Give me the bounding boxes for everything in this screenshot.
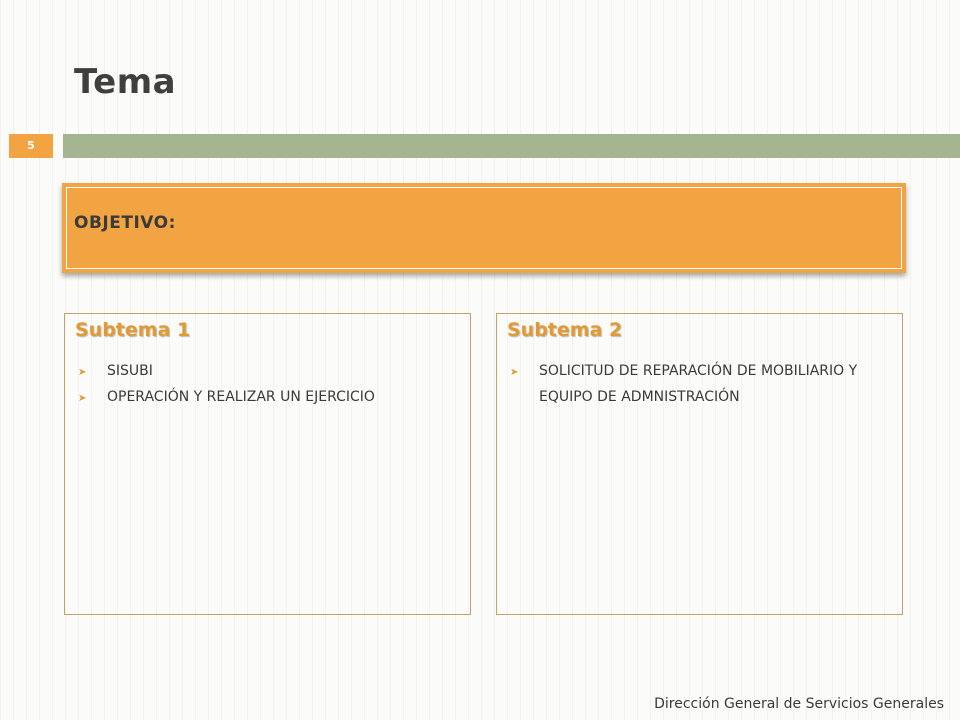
page-number: 5 xyxy=(9,134,53,158)
arrow-bullet-icon: ➤ xyxy=(78,393,87,404)
objective-banner-border xyxy=(66,187,902,269)
arrow-bullet-icon: ➤ xyxy=(510,367,519,378)
subtema-2-panel xyxy=(496,313,903,615)
list-item xyxy=(507,358,890,410)
objective-banner xyxy=(62,183,906,273)
green-divider-bar xyxy=(63,134,960,158)
footer-text: Dirección General de Servicios Generales xyxy=(654,696,944,712)
subtema-1-panel xyxy=(64,313,471,615)
list-item-text: SOLICITUD DE REPARACIÓN DE MOBILIARIO Y EQUIPO DE ADMNISTRACIÓN xyxy=(539,363,858,405)
subtema-1-list xyxy=(75,358,458,410)
list-item-text: OPERACIÓN Y REALIZAR UN EJERCICIO xyxy=(107,389,375,405)
subtema-1-heading: Subtema 1 xyxy=(75,319,191,341)
list-item-text: SISUBI xyxy=(107,363,153,379)
subtema-2-heading: Subtema 2 xyxy=(507,319,623,341)
arrow-bullet-icon: ➤ xyxy=(78,367,87,378)
slide-title: Tema xyxy=(74,62,177,102)
list-item xyxy=(75,384,458,410)
objective-label: OBJETIVO: xyxy=(74,213,176,233)
header-rule xyxy=(0,134,960,158)
subtema-2-list xyxy=(507,358,890,410)
list-item xyxy=(75,358,458,384)
